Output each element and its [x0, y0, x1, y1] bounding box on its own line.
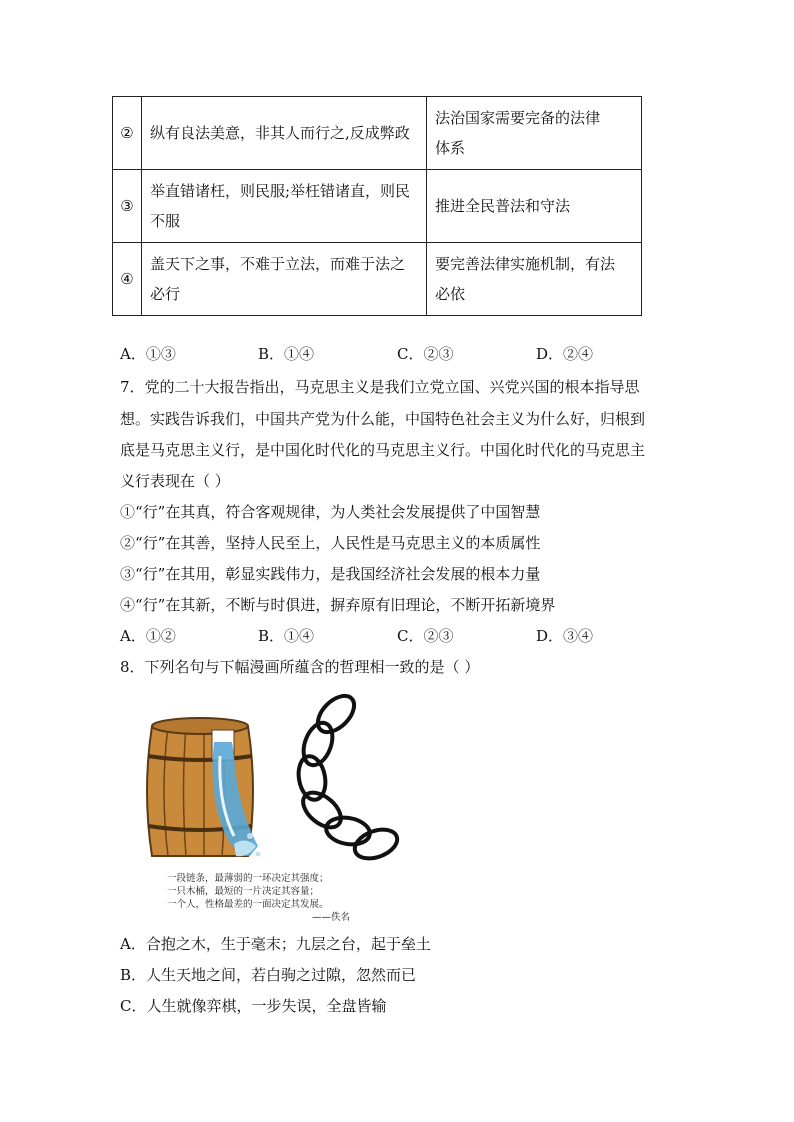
q6-option-a[interactable]: A．①③: [120, 345, 176, 363]
q7-stem-line: 底是马克思主义行，是中国化时代化的马克思主义行。中国化时代化的马克思主: [120, 441, 646, 459]
meaning-cell: [427, 243, 642, 316]
quote-line: 必行: [150, 285, 181, 303]
table-row: [113, 97, 642, 170]
caption-author: ——佚名: [312, 912, 351, 923]
meaning-line: 法治国家需要完备的法律: [435, 109, 601, 127]
meaning-cell: [427, 97, 642, 170]
q6-option-c[interactable]: C．②③: [397, 345, 454, 363]
quote-cell: [142, 243, 427, 316]
chain-icon: [295, 689, 401, 863]
meaning-cell: [427, 170, 642, 243]
quote-cell: [142, 170, 427, 243]
quote-cell: [142, 97, 427, 170]
q7-stem-line: 义行表现在（ ）: [120, 472, 230, 490]
row-number: ③: [113, 170, 142, 243]
quote-line: 举直错诸枉，则民服;举枉错诸直，则民: [150, 182, 411, 200]
q7-option-d[interactable]: D．③④: [536, 627, 594, 645]
q8-stem: 8．下列名句与下幅漫画所蕴含的哲理相一致的是（ ）: [120, 658, 480, 676]
caption-line: 一只木桶，最短的一片决定其容量；: [167, 886, 320, 897]
cartoon-caption: [167, 872, 350, 924]
quote-line: 盖天下之事，不难于立法，而难于法之: [150, 255, 406, 273]
q7-item-4: ④“行”在其新，不断与时俱进，摒弃原有旧理论，不断开拓新境界: [120, 596, 556, 614]
q7-option-c[interactable]: C．②③: [397, 627, 454, 645]
q7-item-2: ②“行”在其善，坚持人民至上，人民性是马克思主义的本质属性: [120, 534, 541, 552]
q8-option-c[interactable]: C．人生就像弈棋，一步失误，全盘皆输: [120, 997, 387, 1015]
quote-meaning-table: [112, 96, 642, 316]
meaning-line: 体系: [435, 139, 466, 157]
row-number: ②: [113, 97, 142, 170]
meaning-line: 要完善法律实施机制，有法: [435, 255, 616, 273]
q7-stem-line: 想。实践告诉我们，中国共产党为什么能，中国特色社会主义为什么好，归根到: [120, 410, 646, 428]
quote-line: 不服: [150, 212, 181, 230]
q6-option-b[interactable]: B．①④: [258, 345, 315, 363]
q7-stem-line: 7．党的二十大报告指出，马克思主义是我们立党立国、兴党兴国的根本指导思: [120, 378, 640, 396]
quote-text: 纵有良法美意，非其人而行之,反成弊政: [150, 124, 410, 142]
q7-item-3: ③“行”在其用，彰显实践伟力，是我国经济社会发展的根本力量: [120, 565, 541, 583]
row-number: ④: [113, 243, 142, 316]
q7-option-a[interactable]: A．①②: [120, 627, 176, 645]
table-row: [113, 170, 642, 243]
q6-option-d[interactable]: D．②④: [536, 345, 594, 363]
q8-option-a[interactable]: A．合抱之木，生于毫末；九层之台，起于垒土: [120, 935, 431, 953]
q8-option-b[interactable]: B．人生天地之间，若白驹之过隙，忽然而已: [120, 966, 417, 984]
meaning-text: 推进全民普法和守法: [435, 197, 571, 215]
table-row: [113, 243, 642, 316]
q7-item-1: ①“行”在其真，符合客观规律，为人类社会发展提供了中国智慧: [120, 503, 541, 521]
meaning-line: 必依: [435, 285, 466, 303]
caption-line: 一个人，性格最差的一面决定其发展。: [167, 899, 329, 910]
q7-option-b[interactable]: B．①④: [258, 627, 315, 645]
caption-line: 一段链条，最薄弱的一环决定其强度；: [167, 873, 329, 884]
